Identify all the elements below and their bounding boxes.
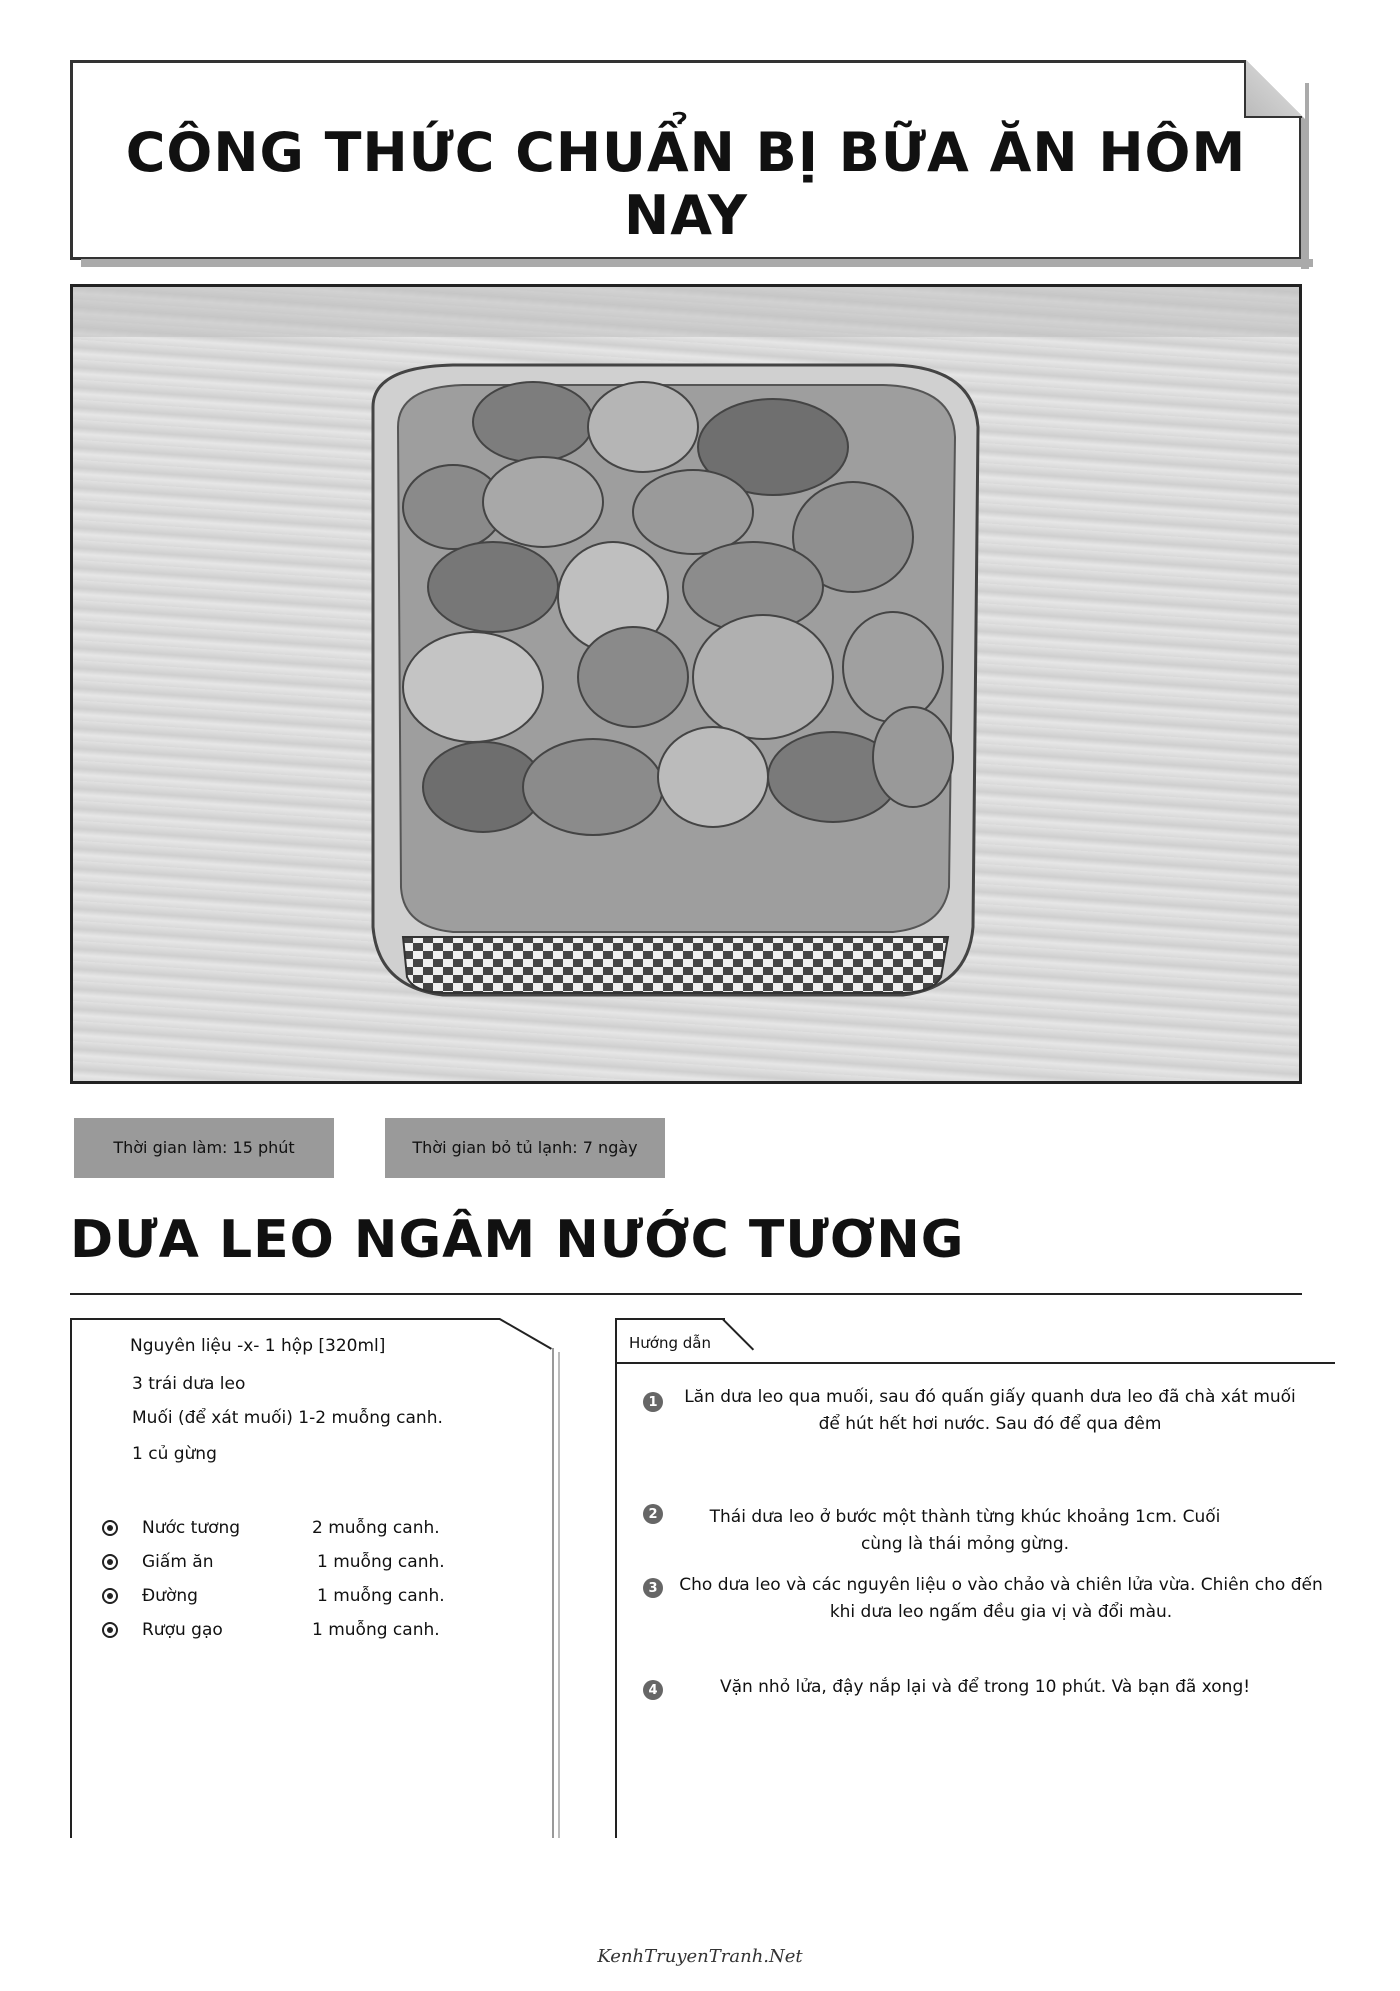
step-text: Thái dưa leo ở bước một thành từng khúc khoảng 1cm. Cuối cùng là thái mỏng gừng. [709,1507,1221,1555]
folded-corner-icon [1244,60,1302,118]
step-text: Cho dưa leo và các nguyên liệu o vào chảo và chiên lửa vừa. Chiên cho đến khi dưa leo ngấm đều gia vị và đổi màu. [679,1575,1323,1623]
ingredients-panel [70,1318,590,1838]
seasoning-amount: 1 muỗng canh. [312,1620,440,1640]
title-divider [70,1293,1302,1295]
seasoning-item [102,1620,440,1640]
panel-tab-slope [499,1318,552,1350]
panel-border-left [70,1318,72,1838]
panel-border-top [70,1318,500,1320]
step-number-icon: 3 [643,1578,663,1598]
seasoning-name: Giấm ăn [142,1552,214,1572]
seasoning-name: Đường [142,1586,198,1606]
instructions-header: Hướng dẫn [629,1334,711,1352]
ingredient-line: Nguyên liệu -x- 1 hộp [320ml] [130,1336,386,1356]
step-text: Vặn nhỏ lửa, đậy nắp lại và để trong 10 phút. Và bạn đã xong! [719,1677,1251,1697]
bullet-icon [102,1520,118,1536]
bullet-icon [102,1622,118,1638]
panel-shadow-line [552,1348,554,1838]
seasoning-name: Nước tương [142,1518,241,1538]
page-title: CÔNG THỨC CHUẨN BỊ BỮA ĂN HÔM NAY [125,121,1247,247]
watermark: KenhTruyenTranh.Net [597,1946,803,1967]
seasoning-item [102,1586,445,1606]
step-number-icon: 1 [643,1392,663,1412]
recipe-title: DƯA LEO NGÂM NƯỚC TƯƠNG [70,1210,965,1270]
ingredient-line: 3 trái dưa leo [132,1374,246,1394]
bullet-icon [102,1588,118,1604]
food-photo [70,284,1302,1084]
ingredient-line: Muối (để xát muối) 1-2 muỗng canh. [132,1408,443,1428]
seasoning-name: Rượu gạo [142,1620,223,1640]
seasoning-amount: 1 muỗng canh. [317,1586,445,1606]
step-text: Lăn dưa leo qua muối, sau đó quấn giấy quanh dưa leo đã chà xát muối để hút hết hơi nước. Sau đó để qua đêm [684,1387,1296,1435]
panel-header-divider [615,1362,1335,1364]
fridge-time-badge: Thời gian bỏ tủ lạnh: 7 ngày [385,1118,665,1178]
instructions-panel [615,1318,1335,1838]
seasoning-amount: 2 muỗng canh. [312,1518,440,1538]
panel-shadow-line [558,1352,560,1838]
panel-border-top [615,1318,725,1320]
seasoning-item [102,1518,440,1538]
seasoning-amount: 1 muỗng canh. [317,1552,445,1572]
pickled-cucumber-bowl-image [73,287,1299,1081]
ingredient-line: 1 củ gừng [132,1444,217,1464]
title-shadow-bottom [81,259,1313,267]
title-box [70,60,1302,260]
panel-border-left [615,1318,617,1838]
step-number-icon: 2 [643,1504,663,1524]
seasoning-item [102,1552,445,1572]
panel-tab-slope [722,1318,755,1351]
bullet-icon [102,1554,118,1570]
step-number-icon: 4 [643,1680,663,1700]
prep-time-badge: Thời gian làm: 15 phút [74,1118,334,1178]
